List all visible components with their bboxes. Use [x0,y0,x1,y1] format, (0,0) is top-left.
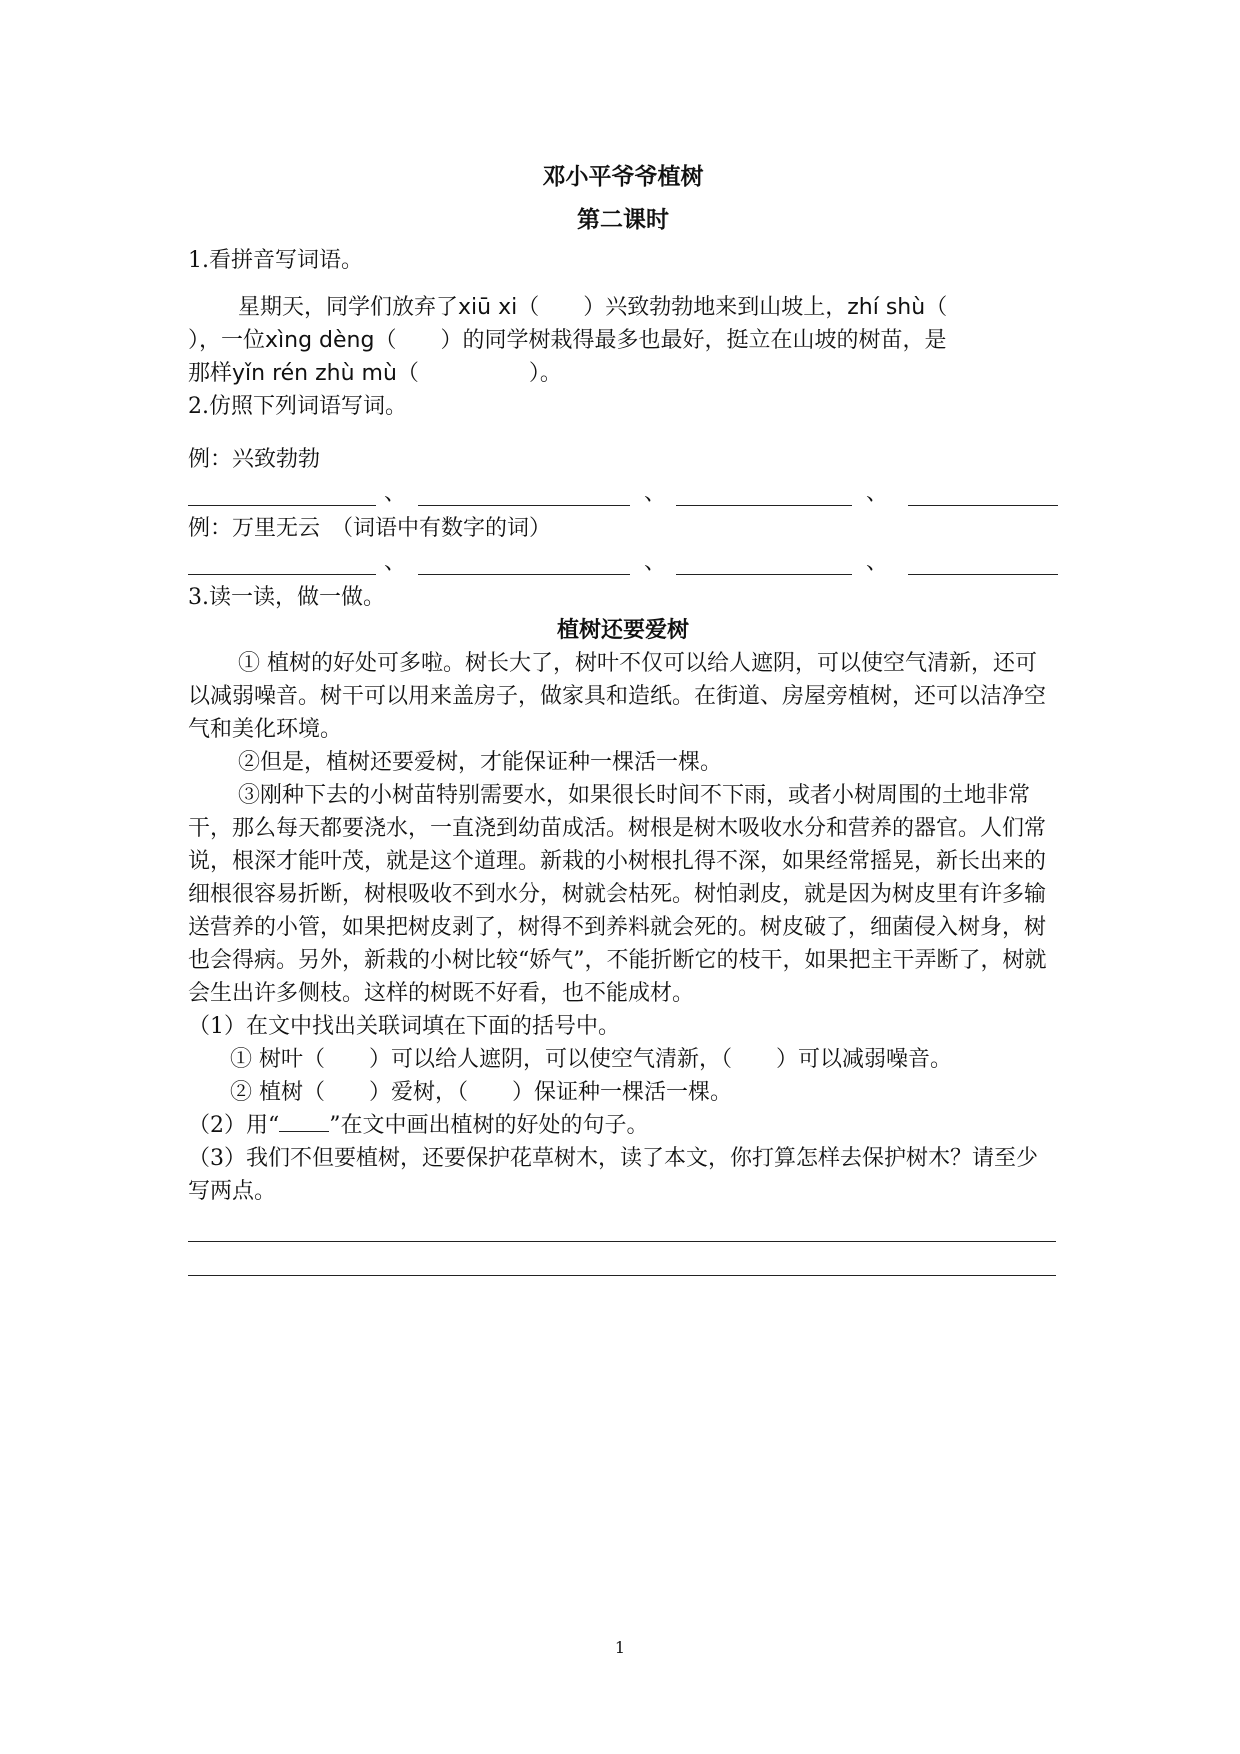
question-3-label: 3.读一读，做一做。 [188,585,385,610]
answer-line[interactable] [188,1275,1056,1276]
question-2-label: 2.仿照下列词语写词。 [188,394,407,419]
page-subtitle: 第二课时 [577,206,669,233]
answer-blank[interactable] [676,505,852,506]
separator: 、 [384,550,407,575]
q1-text: （ ）兴致勃勃地来到山坡上， [517,295,848,320]
question-1-line-1 [188,291,1058,324]
q1-text: （ ）。 [396,361,562,386]
q1-text: 星期天，同学们放弃了 [238,295,459,320]
question-1-label: 1.看拼音写词语。 [188,248,363,273]
question-3-sub-2 [188,1109,1058,1142]
question-3-sub-3: （3）我们不但要植树，还要保护花草树木，读了本文，你打算怎样去保护树木？请至少写两点。 [188,1146,1038,1204]
answer-blank[interactable] [418,505,630,506]
q1-text: 那样 [188,361,233,386]
answer-line[interactable] [188,1241,1056,1242]
answer-blank[interactable] [908,505,1058,506]
example-1: 例：兴致勃勃 [188,447,321,472]
question-3-sub-1-a: ① 树叶（ ）可以给人遮阴，可以使空气清新，（ ）可以减弱噪音。 [230,1047,952,1072]
article-title: 植树还要爱树 [556,617,689,643]
sub2-text: ”在文中画出植树的好处的句子。 [329,1113,649,1138]
answer-lines-row-2 [188,545,1058,581]
separator: 、 [866,481,889,506]
question-3-sub-1: （1）在文中找出关联词填在下面的括号中。 [188,1014,620,1039]
article-paragraph-1: ① 植树的好处可多啦。树长大了，树叶不仅可以给人遮阴，可以使空气清新，还可以减弱噪音。树干可以用来盖房子，做家具和造纸。在街道、房屋旁植树，还可以洁净空气和美化环境。 [188,651,1047,742]
pinyin-zhishu: zhí shù [847,295,926,320]
page-title: 邓小平爷爷植树 [542,163,704,190]
question-3-sub-1-b: ② 植树（ ）爱树，（ ）保证种一棵活一棵。 [230,1080,732,1105]
sub2-text: （2）用“ [188,1113,280,1138]
answer-lines-row-1 [188,476,1058,512]
underline-mark [279,1113,329,1132]
q1-text: ），一位 [188,328,266,353]
separator: 、 [644,481,667,506]
worksheet-content [188,160,1058,1276]
separator: 、 [384,481,407,506]
q1-text: （ [925,295,948,320]
article-paragraph-3: ③刚种下去的小树苗特别需要水，如果很长时间不下雨，或者小树周围的土地非常干，那么每天都要浇水，一直浇到幼苗成活。树根是树木吸收水分和营养的器官。人们常说，根深才能叶茂，就是这个道理。新栽的小树根扎得不深，如果经常摇晃，新长出来的细根很容易折断，树根吸收不到水分，树就会枯死。树怕剥皮，就是因为树皮里有许多输送营养的小管，如果把树皮剥了，树得不到养料就会死的。树皮破了，细菌侵入树身，树也会得病。另外，新栽的小树比较“娇气”，不能折断它的枝干，如果把主干弄断了，树就会生出许多侧枝。这样的树既不好看，也不能成材。 [188,783,1047,1006]
q1-text: （ ）的同学树栽得最多也最好，挺立在山坡的树苗，是 [374,328,947,353]
question-1-line-2 [188,324,1058,357]
article-paragraph-2: ②但是，植树还要爱树，才能保证种一棵活一棵。 [238,750,723,775]
question-1-line-3 [188,357,1058,390]
pinyin-yinrenzhumu: yǐn rén zhù mù [232,361,397,386]
example-2: 例：万里无云 （词语中有数字的词） [188,516,552,541]
page-number: 1 [614,1638,626,1657]
answer-blank[interactable] [676,574,852,575]
answer-blank[interactable] [188,505,376,506]
pinyin-xiuxi: xiū xi [458,295,518,320]
separator: 、 [866,550,889,575]
answer-blank[interactable] [418,574,630,575]
answer-blank[interactable] [188,574,376,575]
answer-blank[interactable] [908,574,1058,575]
pinyin-xingdeng: xìng dèng [265,328,375,353]
separator: 、 [644,550,667,575]
